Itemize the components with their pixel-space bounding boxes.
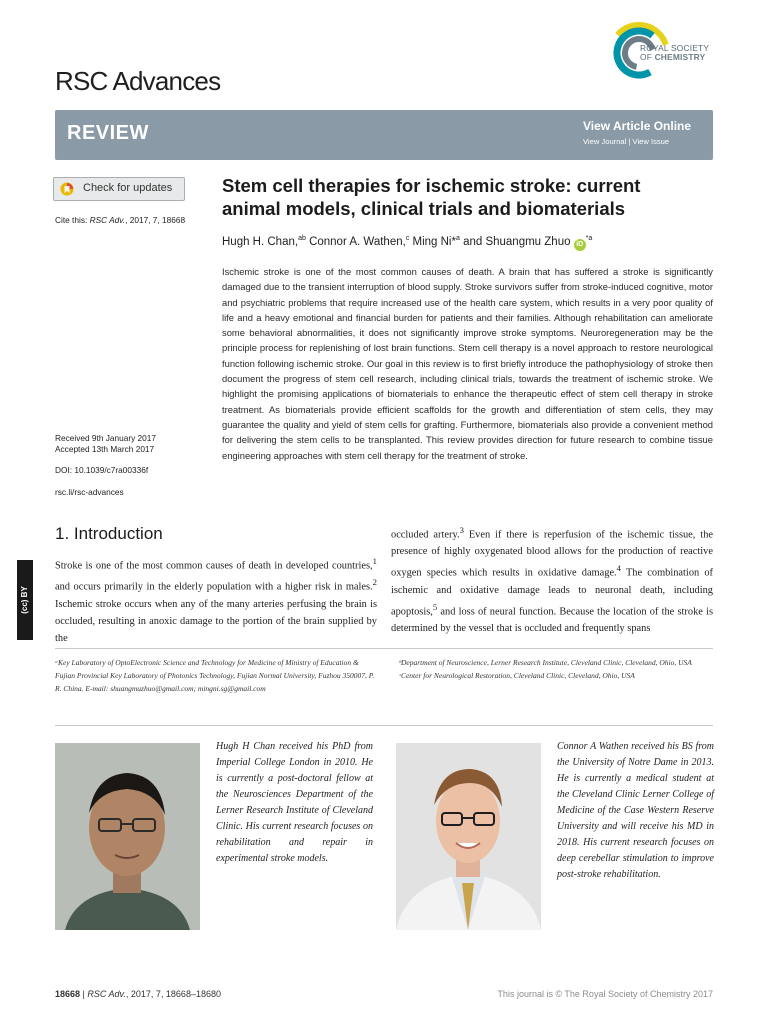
received-date: Received 9th January 2017 [55,433,157,443]
footer-separator: | [80,989,88,999]
journal-title: RSC Advances [55,66,221,96]
citation [55,215,185,225]
received-dates [55,433,156,455]
citation-ref[interactable]: 1 [372,556,377,566]
cc-by-license-icon[interactable] [17,560,33,640]
text-run: occluded artery. [391,529,460,541]
view-article-online-link[interactable]: View Article Online [583,119,692,133]
article-title: Stem cell therapies for ischemic stroke: current animal models, clinical trials and biomaterials [222,175,641,219]
article-type-banner [55,110,713,160]
author-name[interactable]: Hugh H. Chan, [222,235,299,248]
page-number: 18668 [55,989,81,999]
check-for-updates-button[interactable] [53,177,185,201]
cite-rest: , 2017, 7, 18668 [125,215,186,225]
intro-left-column [55,553,377,647]
check-for-updates-label: Check for updates [83,182,173,194]
intro-right-column [391,522,713,637]
author-photo-chan [55,743,200,930]
citation-ref[interactable]: 5 [432,601,438,612]
link-separator: | [626,137,633,146]
author-name[interactable]: Connor A. Wathen, [305,235,406,248]
citation-ref[interactable]: 3 [459,525,464,535]
footer-rest: , 2017, 7, 18668–18680 [125,989,221,999]
page-footer-citation [55,989,221,999]
author-bio-chan: Hugh H Chan received his PhD from Imperial College London in 2010. He is currently a post-doctoral fellow at the Neurosciences Department of the Lerner Research Institute of Cleveland Clinic. His current research focuses on rehabilitation and repair in experimental stroke models. [216,741,373,864]
text-run: and loss of neural function. Because the location of the stroke is determined by the vessel that is occluded and frequently spans [391,606,713,635]
section-heading: 1. Introduction [55,524,163,543]
logo-line-3: CHEMISTRY [654,52,706,62]
abstract: Ischemic stroke is one of the most common causes of death. A brain that has suffered a stroke is significantly damaged due to the transient interruption of blood supply. Stroke survivors suffer from stroke-induced cognitive, motor and psychiatric problems that require increased use of the health care system, which results in a very poor quality of life and a heavy emotional and financial burden for patients and their families. Although rehabilitation can ameliorate some behavioral abnormalities, it does not significantly improve stroke symptoms. Neuroregeneration may be the principle process for replenishing of lost brain functions. Stem cell therapy is a novel approach to restore neurological function following ischemic stroke. Our goal in this review is to first briefly introduce the pathophysiology of stroke then document the progress of stem cell research, including clinical trials, towards the treatment of ischemic stroke. We highlight the promising applications of biomaterials to enhance the therapeutic effect of stem cell therapy in stroke treatment. As biomaterials provide efficient scaffolds for the growth and differentiation of stem cells, they may guarantee the quality and yield of stem cells for grafting. Furthermore, biomaterials also provide a convenient method for delivering the stem cells to be transplanted. This review provides direction for future research to combine tissue engineering approaches with stem cell therapy for the treatment of stroke. [222,266,713,461]
orcid-icon[interactable]: iD [574,239,586,251]
cite-journal: RSC Adv. [89,215,126,225]
doi[interactable]: DOI: 10.1039/c7ra00336f [55,465,149,475]
author-affil: *a [585,235,593,242]
article-type-label: REVIEW [67,122,149,144]
crossmark-icon [60,182,74,196]
footnote-bc [399,656,713,682]
citation-ref[interactable]: 2 [372,577,377,588]
view-journal-link[interactable]: View Journal [583,137,627,146]
bio-divider [55,725,713,726]
journal-url[interactable]: rsc.li/rsc-advances [55,487,124,497]
copyright-notice: This journal is © The Royal Society of Chemistry 2017 [497,989,713,999]
logo-line-2: OF [640,52,653,62]
author-name[interactable]: and Shuangmu Zhuo [459,235,571,248]
text-run: and occurs primarily in the elderly population with a higher risk in males. [55,581,373,593]
footnote-a: ᵃKey Laboratory of OptoElectronic Science and Technology for Medicine of Ministry of Education & Fujian Provincial Key Laboratory of Photonics Technology, Fujian Normal University, Fuzhou 350007, P. R. China. E-mail: shuangmuzhuo@gmail.com; mingni.sg@gmail.com [55,658,375,693]
author-name[interactable]: Ming Ni* [409,235,456,248]
view-issue-link[interactable]: View Issue [632,137,670,146]
footer-journal: RSC Adv. [87,989,126,999]
author-affil: a [455,235,460,242]
text-run: Stroke is one of the most common causes of death in developed countries, [55,560,373,572]
rsc-logo-text [640,44,709,62]
banner-links [583,137,669,146]
footnote-b: ᵇDepartment of Neuroscience, Lerner Research Institute, Cleveland Clinic, Cleveland, Ohio, USA [399,658,692,667]
cc-license-text: (cc) BY [20,586,29,614]
cite-prefix: Cite this: [55,215,90,225]
author-affil: ab [298,235,306,242]
logo-line-1: ROYAL SOCIETY [640,43,710,53]
citation-ref[interactable]: 4 [616,563,621,574]
text-run: The combination of ischemic and oxidative damage leads to neuronal death, including apoptosis, [391,567,714,618]
author-list [222,235,592,251]
author-photo-wathen [396,743,541,930]
accepted-date: Accepted 13th March 2017 [55,444,155,454]
footnote-divider [55,648,713,649]
text-run: Even if there is reperfusion of the ischemic tissue, the presence of highly oxygenated blood allows for the production of reactive oxygen species which results in oxidative damage. [391,529,713,579]
text-run: Ischemic stroke occurs when any of the many arteries perfusing the brain is occluded, resulting in anoxic damage to the portion of the brain supplied by the [55,598,377,644]
footnote-c: ᶜCenter for Neurological Restoration, Cleveland Clinic, Cleveland, Ohio, USA [399,671,635,680]
author-bio-wathen: Connor A Wathen received his BS from the University of Notre Dame in 2013. He is currently a medical student at the Cleveland Clinic Lerner College of Medicine of the Case Western Reserve University and will receive his MD in 2018. His current research focuses on deep cerebellar stimulation to improve post-stroke rehabilitation. [557,741,714,880]
author-affil: c [405,235,410,242]
